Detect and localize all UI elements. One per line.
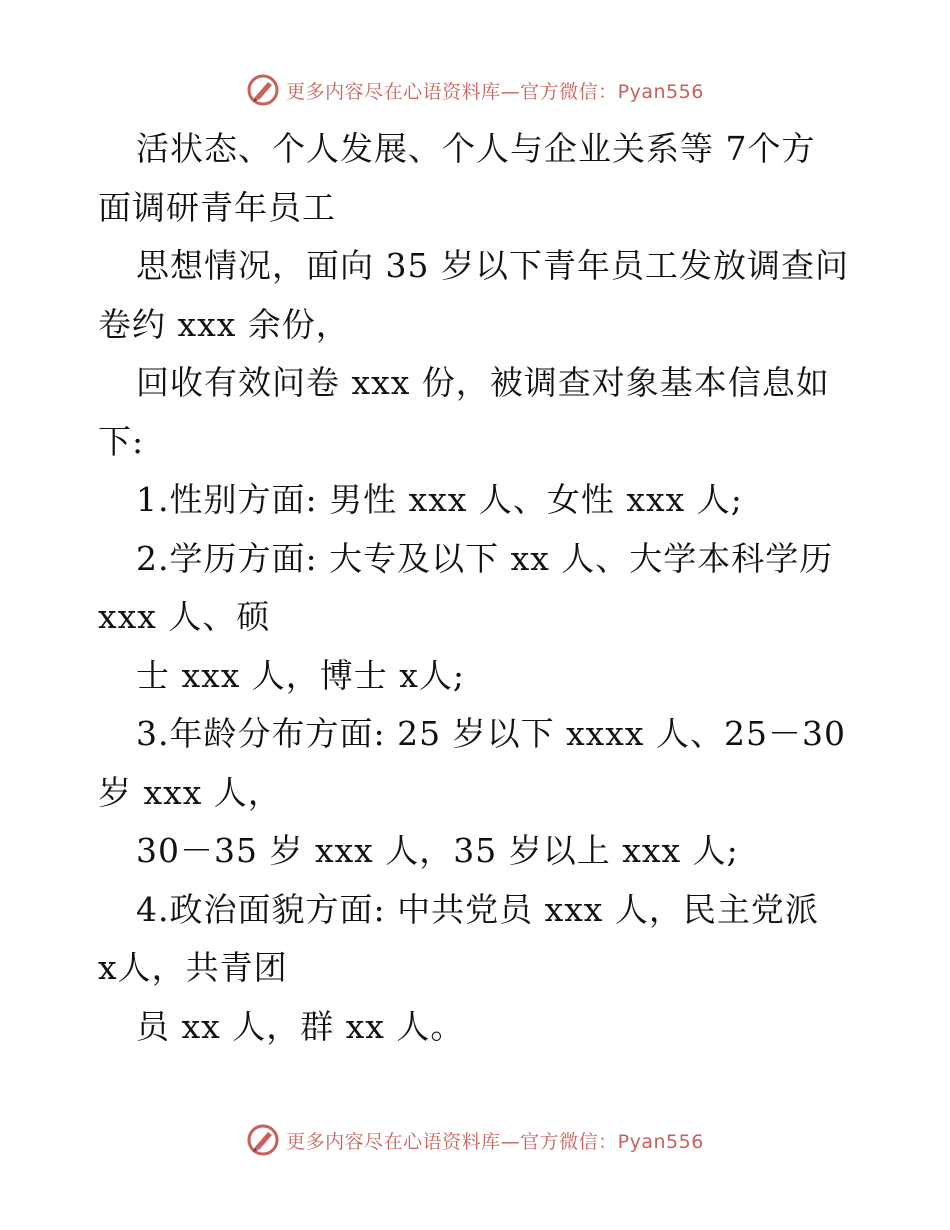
text-line: 士 xxx 人，博士 x人;	[136, 655, 466, 695]
header-watermark	[0, 70, 950, 110]
text-line: 岁 xxx 人，	[98, 772, 282, 812]
list-item-gender: 1.性别方面: 男性 xxx 人、女性 xxx 人;	[136, 480, 743, 519]
text-line: 员 xx 人，群 xx 人。	[136, 1006, 465, 1046]
list-item-political: 4.政治面貌方面: 中共党员 xxx 人，民主党派	[136, 889, 819, 929]
text-line: 回收有效问卷 xxx 份，被调查对象基本信息如	[136, 363, 830, 402]
watermark-text: 更多内容尽在心语资料库—官方微信：Pyan556	[286, 80, 704, 103]
list-item-age: 3.年龄分布方面: 25 岁以下 xxxx 人、25－30	[136, 714, 846, 753]
text-line: 30－35 岁 xxx 人，35 岁以上 xxx 人;	[136, 831, 739, 870]
watermark-text: 更多内容尽在心语资料库—官方微信：Pyan556	[286, 1130, 704, 1153]
text-line: xxx 人、硕	[98, 597, 271, 636]
pen-circle-logo-icon	[246, 1123, 280, 1157]
text-line: 卷约 xxx 余份，	[98, 304, 350, 344]
text-line: 思想情况，面向 35 岁以下青年员工发放调查问	[136, 246, 849, 285]
pen-circle-logo-icon	[246, 73, 280, 107]
text-line: 面调研青年员工	[98, 187, 336, 227]
document-body	[98, 120, 858, 1056]
footer-watermark	[0, 1120, 950, 1160]
text-line: 活状态、个人发展、个人与企业关系等 7个方	[136, 129, 816, 168]
list-item-education: 2.学历方面: 大专及以下 xx 人、大学本科学历	[136, 538, 834, 578]
text-line: 下:	[98, 421, 145, 461]
text-line: x人，共青团	[98, 948, 288, 987]
